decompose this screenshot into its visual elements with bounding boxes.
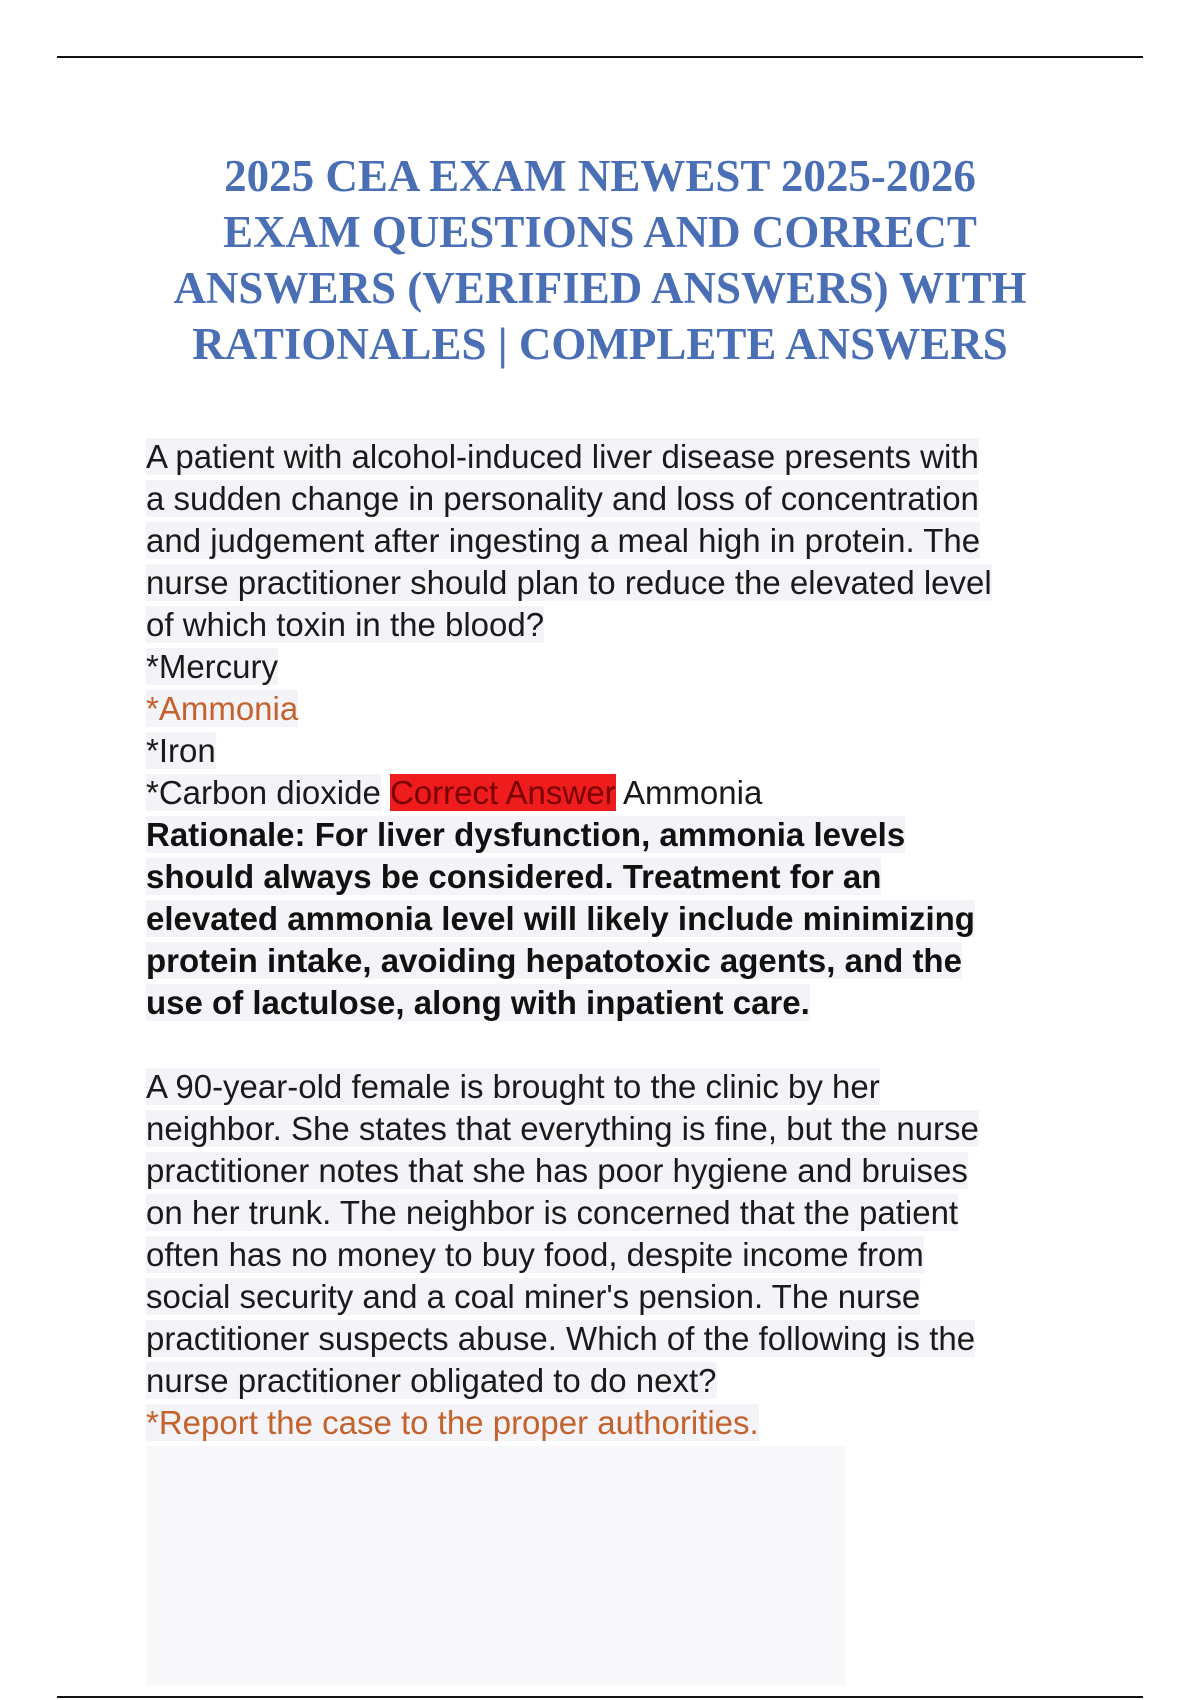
- rationale-line: protein intake, avoiding hepatotoxic agents, and the: [146, 942, 962, 979]
- question-stem-line: neighbor. She states that everything is fine, but the nurse: [146, 1110, 979, 1147]
- answer-option: *Mercury: [146, 648, 279, 685]
- question-stem-line: social security and a coal miner's pension. The nurse: [146, 1278, 921, 1315]
- document-title: [120, 148, 1080, 372]
- title-line: ANSWERS (VERIFIED ANSWERS) WITH: [173, 263, 1027, 313]
- question-stem-line: often has no money to buy food, despite income from: [146, 1236, 924, 1273]
- question-stem-line: A patient with alcohol-induced liver disease presents with: [146, 438, 979, 475]
- question-stem-line: on her trunk. The neighbor is concerned that the patient: [146, 1194, 959, 1231]
- rationale-line: use of lactulose, along with inpatient care.: [146, 984, 810, 1021]
- title-line: RATIONALES | COMPLETE ANSWERS: [192, 319, 1008, 369]
- question-2: [146, 1066, 1106, 1444]
- question-1: [146, 436, 1106, 1024]
- answer-option-correct: *Ammonia: [146, 690, 299, 727]
- correct-answer-value: Ammonia: [622, 774, 763, 811]
- rationale-line: elevated ammonia level will likely include minimizing: [146, 900, 975, 937]
- bottom-rule: [57, 1696, 1143, 1698]
- question-stem-line: practitioner notes that she has poor hygiene and bruises: [146, 1152, 968, 1189]
- question-stem-line: practitioner suspects abuse. Which of the following is the: [146, 1320, 976, 1357]
- answer-option: *Iron: [146, 732, 216, 769]
- paragraph-gap: [146, 1024, 1106, 1066]
- answer-option: *Carbon dioxide Correct Answer Ammonia: [146, 774, 763, 811]
- top-rule: [57, 56, 1143, 58]
- question-stem-line: nurse practitioner should plan to reduce the elevated level: [146, 564, 992, 601]
- question-stem-line: A 90-year-old female is brought to the clinic by her: [146, 1068, 880, 1105]
- question-stem-line: of which toxin in the blood?: [146, 606, 545, 643]
- rationale-line: should always be considered. Treatment for an: [146, 858, 882, 895]
- question-stem-line: and judgement after ingesting a meal high in protein. The: [146, 522, 981, 559]
- rationale-line: Rationale: For liver dysfunction, ammonia levels: [146, 816, 906, 853]
- title-line: EXAM QUESTIONS AND CORRECT: [223, 207, 977, 257]
- document-body: [146, 436, 1106, 1444]
- faded-continuation-area: [146, 1446, 846, 1686]
- title-line: 2025 CEA EXAM NEWEST 2025-2026: [224, 151, 976, 201]
- question-stem-line: nurse practitioner obligated to do next?: [146, 1362, 717, 1399]
- question-stem-line: a sudden change in personality and loss of concentration: [146, 480, 979, 517]
- correct-answer-label: Correct Answer: [390, 774, 616, 811]
- answer-option-correct: *Report the case to the proper authorities.: [146, 1404, 759, 1441]
